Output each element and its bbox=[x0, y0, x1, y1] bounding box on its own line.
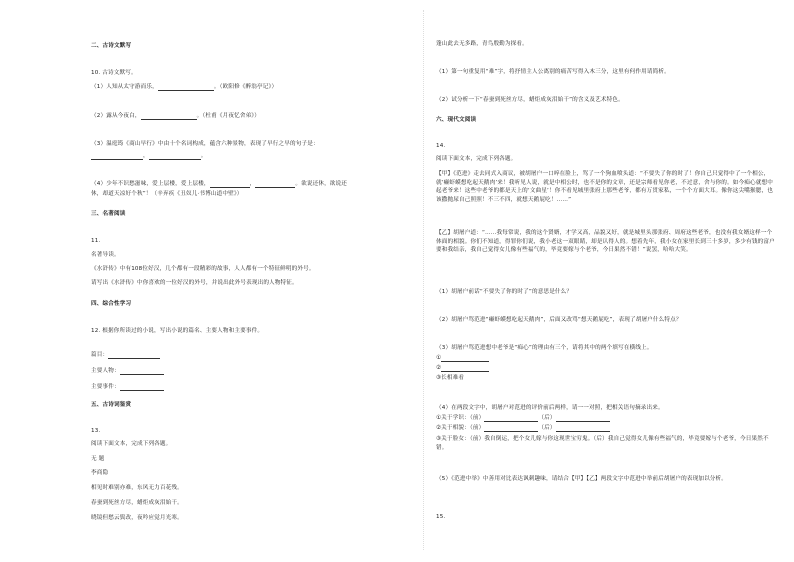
passage-yi: 【乙】胡屠户道：“……我每常说，我的这个贤婿，才学又高，品貌又好，就是城里头那张府、周府这些老爷，也没有我女婿这样一个体面的相貌。你们不知道，得罪你们说，我小老这一双眼睛，却是认得人的。想着先年，我小女在家里长到三十多岁，多少有钱的富户要和我结亲，我自己觉得女儿像有些福气的，毕竟要嫁与个老爷，今日果然不错！”说罢，哈哈大笑。 bbox=[436, 230, 775, 254]
column-divider bbox=[423, 10, 424, 550]
answer-blank[interactable] bbox=[441, 365, 489, 372]
question-10-4-cont: 休，却道天凉好个秋”！（辛弃疾《丑奴儿·书博山道中壁》） bbox=[91, 191, 243, 197]
answer-blank[interactable] bbox=[255, 181, 295, 188]
answer-blank[interactable] bbox=[141, 113, 197, 120]
question-14-5: （5）《范进中举》中善用对比表达讽刺趣味，请结合【甲】【乙】两段文字中范进中举前后胡屠户的表现加以分析。 bbox=[436, 476, 728, 482]
question-14-4-b: ②关于相貌：（前） （后） bbox=[436, 425, 610, 432]
question-14-2: （2）胡屠户骂范进“癞虾蟆想吃起天鹅肉”，后面又改骂“想天鹅屁吃”，表现了胡屠户什么特点？ bbox=[436, 317, 682, 323]
section-title-integrated: 四、综合性学习 bbox=[91, 301, 132, 307]
question-11-number: 11. bbox=[91, 238, 101, 244]
answer-blank[interactable] bbox=[484, 425, 538, 432]
question-10-title: 10. 古诗文默写。 bbox=[91, 70, 137, 76]
section-title-modern-reading: 六、现代文阅读 bbox=[436, 117, 477, 123]
answer-blank[interactable] bbox=[556, 425, 610, 432]
question-10-4: （4）少年不识愁滋味，爱上层楼，爱上层楼， ， 。欲说还休，欲说还 bbox=[91, 181, 348, 187]
question-14-3-option-3: ③长相难看 bbox=[436, 375, 465, 381]
question-10-1: （1）人知从太守游而乐， 。（欧阳修《醉翁亭记》） bbox=[91, 84, 278, 90]
poem-line-2: 春蚕到死丝方尽，蜡炬成灰泪始干。 bbox=[91, 500, 183, 506]
question-11-subtitle: 名著导读。 bbox=[91, 252, 120, 258]
question-14-4-a: ①关于学识：（前） （后） bbox=[436, 415, 610, 422]
poem-line-4: 蓬山此去无多路，青鸟殷勤为探看。 bbox=[436, 41, 528, 47]
question-14-3-option-2: ② bbox=[436, 365, 489, 372]
answer-blank[interactable] bbox=[210, 181, 250, 188]
answer-blank[interactable] bbox=[149, 153, 201, 160]
question-14-number: 14. bbox=[436, 143, 446, 149]
events-blank[interactable] bbox=[120, 384, 164, 391]
poem-author: 李商隐 bbox=[91, 470, 109, 476]
answer-blank[interactable] bbox=[556, 415, 610, 422]
question-14-4: （4）在两段文字中，胡屠户对范进的评价前后两样，请一一对照，把相关语句摘录出来。 bbox=[436, 405, 664, 411]
question-12: 12. 根据你所读过的小说，写出小说的篇名、主要人物和主要事件。 bbox=[91, 328, 264, 334]
answer-blank[interactable] bbox=[484, 415, 538, 422]
answer-blank[interactable] bbox=[91, 153, 143, 160]
answer-blank[interactable] bbox=[441, 355, 489, 362]
question-13-2: （2）试分析一下“春蚕到死丝方尽，蜡炬成灰泪始干”的含义及艺术特色。 bbox=[436, 97, 624, 103]
passage-jia: 【甲】《范进》走去同式入商议，被胡屠户一口啐在脸上，骂了一个狗血喷头道：“不要失了你的时了！你自己只觉得中了一个相公，就‘癞虾蟆想吃起天鹅肉’来！我听见人说，就是中相公时，也不是你的文章，还是宗师看见你老，不过意，舍与你的。如今痴心就想中起老爷来！这些中老爷的都是天上的‘文曲星’！你不看见城里张府上那些老爷，都有万贯家私，一个个方面大耳。像你这尖嘴猴腮，也该撒抛尿自己照照！不三不四，就想天鹅屁吃！……” bbox=[436, 171, 773, 203]
field-title: 篇目： bbox=[91, 352, 160, 359]
field-main-characters: 主要人物： bbox=[91, 368, 164, 375]
characters-blank[interactable] bbox=[120, 368, 164, 375]
question-14-1: （1）胡屠户前话“不要失了你的时了”的意思是什么？ bbox=[436, 289, 573, 295]
question-11-text-1: 《水浒传》中有108位好汉，几个都有一段精彩的故事，人人都有一个特征鲜明的外号。 bbox=[91, 266, 315, 272]
question-10-3: （3）温庭筠《商山早行》中由十个名词构成，蕴含六种景物，表现了早行之早的句子是： bbox=[91, 141, 319, 147]
question-13-subtitle: 阅读下面文本，完成下列各题。 bbox=[91, 441, 172, 447]
answer-blank[interactable] bbox=[158, 84, 214, 91]
question-10-2: （2）露从今夜白， 。（杜甫《月夜忆舍弟》） bbox=[91, 113, 260, 119]
poem-line-1: 相见时难别亦难，东风无力百花残。 bbox=[91, 485, 183, 491]
field-main-events: 主要事件： bbox=[91, 384, 164, 391]
title-blank[interactable] bbox=[108, 352, 160, 359]
question-10-3-blanks: ， 。 bbox=[91, 153, 207, 160]
section-title-classics: 三、名著阅读 bbox=[91, 211, 126, 217]
poem-line-3: 晓镜但愁云鬓改，夜吟应觉月光寒。 bbox=[91, 515, 183, 521]
question-13-number: 13. bbox=[91, 428, 101, 434]
section-title-poetry: 五、古诗词鉴赏 bbox=[91, 402, 132, 408]
question-14-3-option-1: ① bbox=[436, 355, 489, 362]
question-14-subtitle: 阅读下面文本，完成下列各题。 bbox=[436, 156, 517, 162]
question-13-1: （1）第一句重复用“难”字，将抒情主人公离别的痛苦写得入木三分，这里有何作用请简析。 bbox=[436, 69, 670, 75]
poem-title: 无 题 bbox=[91, 456, 105, 462]
question-14-4-c: ③关于脸女：（前）我自倒运，把个女儿嫁与你这现世宝穷鬼。（后）我自己觉得女儿像有些福气的，毕竟要嫁与个老爷，今日果然不错。 bbox=[436, 436, 769, 451]
question-14-3: （3）胡屠户骂范进想中老爷是“痴心”的理由有三个，请将其中的两个填写在横线上。 bbox=[436, 345, 653, 351]
question-15-number: 15. bbox=[436, 514, 446, 520]
section-title-recitation: 二、古诗文默写 bbox=[91, 43, 132, 49]
question-11-text-2: 请写出《水浒传》中你喜欢的一位好汉的外号，并说出此外号表现出的人物特征。 bbox=[91, 280, 298, 286]
